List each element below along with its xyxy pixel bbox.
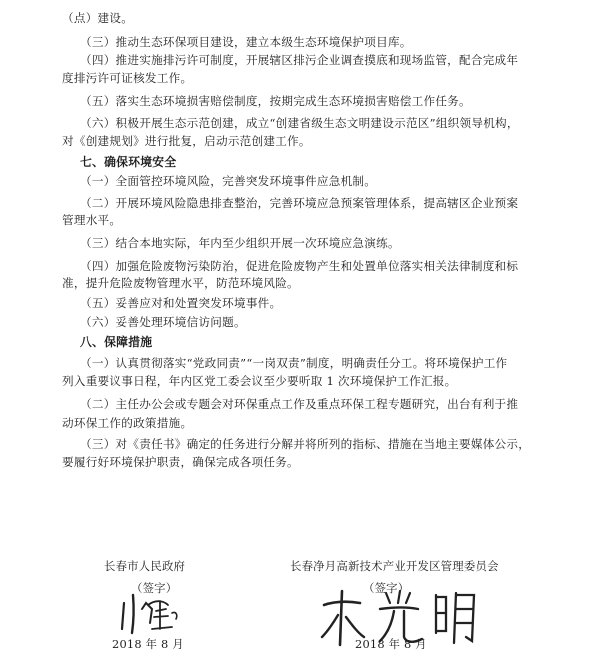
text-line: 对《创建规划》进行批复，启动示范创建工作。 bbox=[62, 134, 311, 148]
text-line: 度排污许可证核发工作。 bbox=[62, 71, 193, 85]
left-date: 2018 年 8 月 bbox=[112, 637, 184, 651]
text-line: （四）加强危险废物污染防治，促进危险废物产生和处置单位落实相关法律制度和标 bbox=[80, 259, 519, 273]
text-line: 要履行好环境保护职责，确保完成各项任务。 bbox=[62, 455, 299, 469]
text-line: 管理水平。 bbox=[62, 213, 122, 227]
text-line: 动环保工作的政策措施。 bbox=[62, 416, 193, 430]
text-line: （五）妥善应对和处置突发环境事件。 bbox=[80, 296, 282, 310]
section-heading: 七、确保环境安全 bbox=[80, 155, 177, 169]
left-org-name: 长春市人民政府 bbox=[104, 559, 186, 573]
text-line: （二）开展环境风险隐患排查整治，完善环境应急预案管理体系，提高辖区企业预案 bbox=[80, 196, 519, 210]
left-sign-label: （签字） bbox=[131, 581, 178, 595]
text-line: （三）对《责任书》确定的任务进行分解并将所列的指标、措施在当地主要媒体公示， bbox=[80, 437, 531, 451]
text-line: （三）推动生态环保项目建设，建立本级生态环境保护项目库。 bbox=[80, 35, 412, 49]
section-heading: 八、保障措施 bbox=[80, 335, 153, 349]
text-line: 准，提升危险废物管理水平，防范环境风险。 bbox=[62, 276, 299, 290]
text-line: （一）认真贯彻落实“党政同责”“一岗双责”制度，明确责任分工。将环境保护工作 bbox=[80, 356, 508, 370]
text-line: （四）推进实施排污许可制度，开展辖区排污企业调查摸底和现场监管，配合完成年 bbox=[80, 53, 519, 67]
right-date: 2018 年 8 月 bbox=[355, 637, 427, 651]
text-line: 列入重要议事日程，年内区党工委会议至少要听取 1 次环境保护工作汇报。 bbox=[62, 374, 457, 388]
text-line: （三）结合本地实际，年内至少组织开展一次环境应急演练。 bbox=[80, 236, 400, 250]
left-handwritten-signature bbox=[116, 589, 196, 637]
text-line: （一）全面管控环境风险，完善突发环境事件应急机制。 bbox=[80, 174, 377, 188]
right-sign-label: （签字） bbox=[363, 581, 410, 595]
text-line: （六）妥善处理环境信访问题。 bbox=[80, 315, 246, 329]
text-line: （五）落实生态环境损害赔偿制度，按期完成生态环境损害赔偿工作任务。 bbox=[80, 94, 471, 108]
text-line: （二）主任办公会或专题会对环保重点工作及重点环保工程专题研究，出台有利于推 bbox=[80, 397, 519, 411]
text-line: （点）建设。 bbox=[62, 11, 134, 25]
right-org-name: 长春净月高新技术产业开发区管理委员会 bbox=[290, 559, 499, 573]
text-line: （六）积极开展生态示范创建，成立“创建省级生态文明建设示范区”组织领导机构， bbox=[80, 116, 519, 130]
